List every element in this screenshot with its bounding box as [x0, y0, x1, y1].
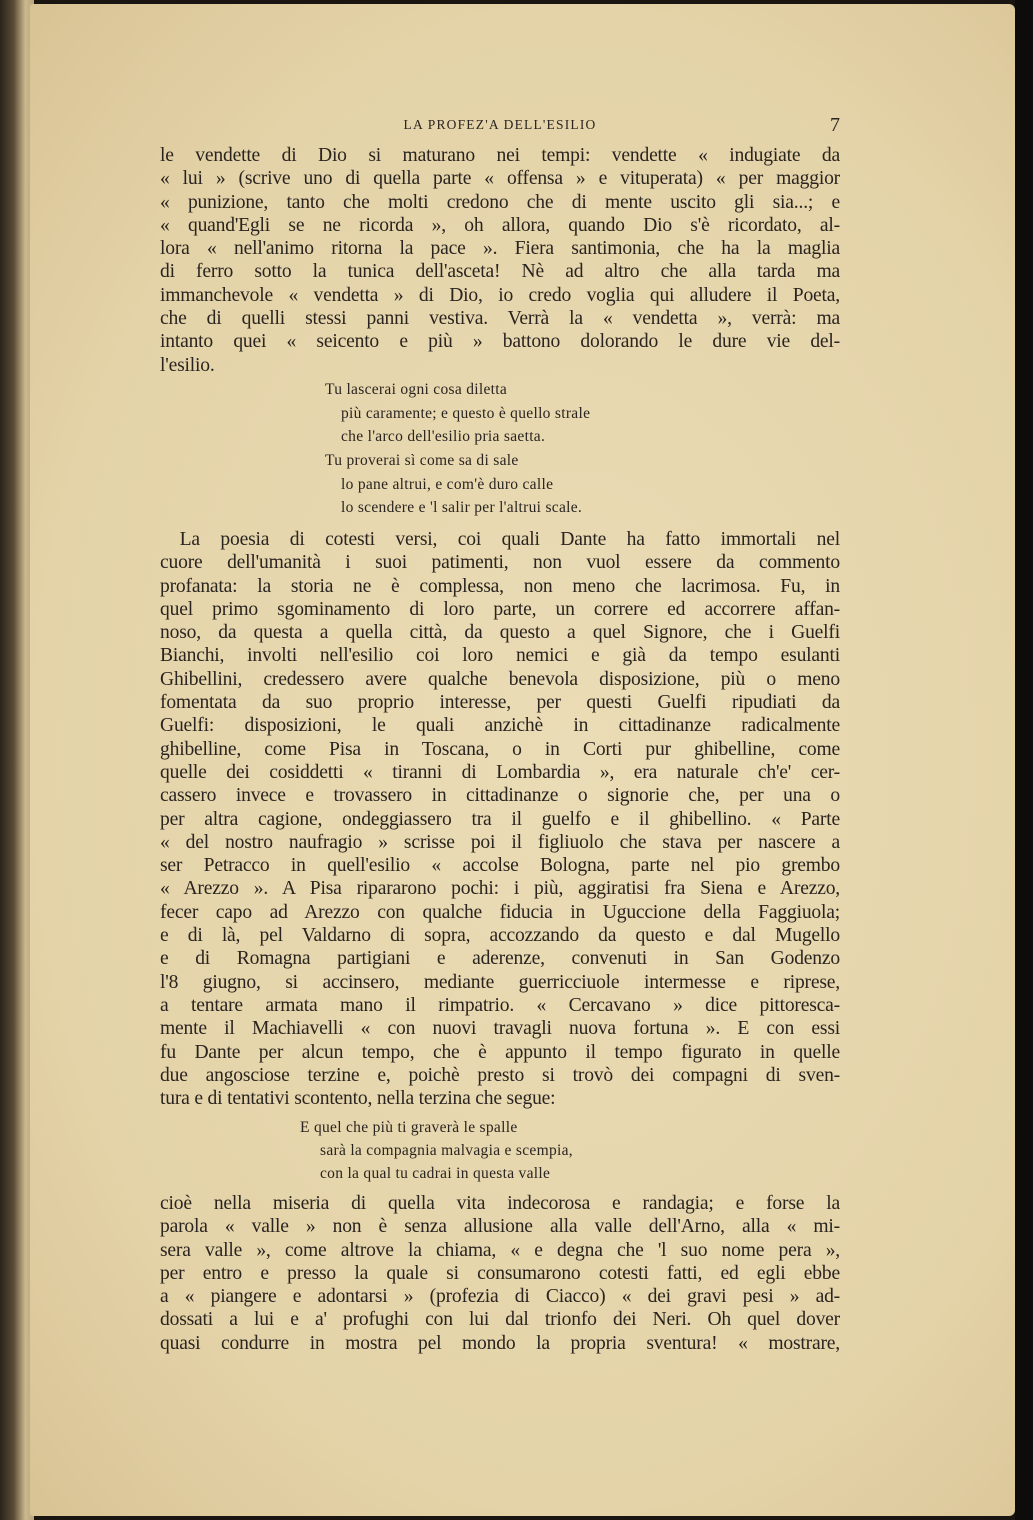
text-line: cuore dell'umanità i suoi patimenti, non vuol essere da commento	[160, 552, 840, 574]
verse-line: E quel che più ti graverà le spalle	[300, 1119, 518, 1136]
text-line: quelle dei cosiddetti « tiranni di Lombardia », era naturale ch'e' cer-	[160, 761, 840, 783]
text-line: cioè nella miseria di quella vita indecorosa e randagia; e forse la	[160, 1193, 840, 1214]
text-line: intanto quei « seicento e più » battono dolorando le dure vie del-	[160, 331, 840, 353]
text-line: per entro e presso la quale si consumarono cotesti fatti, ed egli ebbe	[160, 1262, 840, 1284]
text-line: cassero invece e trovassero in cittadinanze o signorie che, per una o	[160, 785, 840, 807]
verse-line: più caramente; e questo è quello strale	[341, 404, 591, 422]
text-line: l'esilio.	[160, 354, 215, 376]
text-line: lora « nell'animo ritorna la pace ». Fiera santimonia, che ha la maglia	[160, 238, 840, 260]
verse-line: Tu lascerai ogni cosa diletta	[325, 381, 508, 398]
verse-line: lo pane altrui, e com'è duro calle	[341, 475, 554, 493]
verse-quote-1	[325, 378, 590, 520]
text-line: quasi condurre in mostra pel mondo la propria sventura! « mostrare,	[160, 1332, 840, 1354]
text-line: e di Romagna partigiani e aderenze, convenuti in San Godenzo	[160, 948, 840, 970]
text-line: fu Dante per alcun tempo, che è appunto il tempo figurato in quelle	[160, 1041, 840, 1063]
paragraph-3	[160, 1192, 840, 1355]
text-line: quel primo sgominamento di loro parte, un correre ed accorrere affan-	[160, 598, 840, 620]
text-line: fecer capo ad Arezzo con qualche fiducia in Uguccione della Faggiuola;	[160, 901, 840, 923]
text-line: « del nostro naufragio » scrisse poi il figliuolo che stava per nascere a	[160, 831, 840, 853]
paragraph-2	[160, 528, 840, 1110]
verse-quote-2	[300, 1116, 573, 1185]
text-line: La poesia di cotesti versi, coi quali Dante ha fatto immortali nel	[179, 529, 840, 550]
verse-line: Tu proverai sì come sa di sale	[325, 452, 519, 470]
text-line: Guelfi: disposizioni, le quali anzichè in cittadinanze radicalmente	[160, 715, 840, 737]
text-line: due angosciose terzine e, poichè presto si trovò dei compagni di sven-	[160, 1064, 840, 1086]
text-line: che di quelli stessi panni vestiva. Verrà la « vendetta », verrà: ma	[160, 308, 840, 330]
text-line: l'8 giugno, si accinsero, mediante guerricciuole intermesse e riprese,	[160, 971, 840, 993]
text-line: e di là, pel Valdarno di sopra, accozzando da questo e dal Mugello	[160, 925, 840, 947]
text-line: immanchevole « vendetta » di Dio, io credo voglia qui alludere il Poeta,	[160, 284, 840, 306]
text-line: Ghibellini, credessero avere qualche benevola disposizione, più o meno	[160, 668, 840, 690]
verse-line: che l'arco dell'esilio pria saetta.	[341, 428, 546, 446]
text-line: di ferro sotto la tunica dell'asceta! Nè ad altro che alla tarda ma	[160, 261, 840, 283]
text-line: « punizione, tanto che molti credono che di mente uscito gli sia...; e	[160, 191, 840, 213]
text-line: profanata: la storia ne è complessa, non meno che lacrimosa. Fu, in	[160, 575, 840, 597]
text-line: fomentata da suo proprio interesse, per questi Guelfi ripudiati da	[160, 692, 840, 714]
text-line: tura e di tentativi scontento, nella terzina che segue:	[160, 1088, 556, 1110]
verse-line: sarà la compagnia malvagia e scempia,	[320, 1142, 573, 1159]
text-line: a tentare armata mano il rimpatrio. « Cercavano » dice pittoresca-	[160, 994, 840, 1016]
text-line: mente il Machiavelli « con nuovi travagli nuova fortuna ». E con essi	[160, 1018, 840, 1040]
text-line: per altra cagione, ondeggiassero tra il guelfo e il ghibellino. « Parte	[160, 808, 840, 830]
book-spine	[0, 0, 34, 1520]
page-number: 7	[830, 114, 840, 136]
text-line: ghibelline, come Pisa in Toscana, o in Corti pur ghibelline, come	[160, 738, 840, 760]
text-line: dossati a lui e a' profughi con lui dal trionfo dei Neri. Oh quel dover	[160, 1309, 840, 1331]
text-line: le vendette di Dio si maturano nei tempi: vendette « indugiate da	[160, 145, 840, 166]
text-line: parola « valle » non è senza allusione alla valle dell'Arno, alla « mi-	[160, 1216, 840, 1238]
text-line: « quand'Egli se ne ricorda », oh allora, quando Dio s'è ricordato, al-	[160, 214, 840, 236]
text-line: « Arezzo ». A Pisa ripararono pochi: i più, aggiratisi fra Siena e Arezzo,	[160, 878, 840, 900]
running-title: LA PROFEZ'A DELL'ESILIO	[403, 117, 597, 132]
text-line: a « piangere e adontarsi » (profezia di Ciacco) « dei gravi pesi » ad-	[160, 1286, 840, 1308]
page-header	[160, 114, 840, 138]
text-line: ser Petracco in quell'esilio « accolse Bologna, parte nel pio grembo	[160, 855, 840, 877]
text-line: noso, da questa a quella città, da questo a quel Signore, che i Guelfi	[160, 622, 840, 644]
paragraph-1	[160, 144, 840, 377]
scan-border	[1015, 0, 1033, 1520]
verse-line: lo scendere e 'l salir per l'altrui scale.	[341, 499, 583, 517]
text-line: Bianchi, involti nell'esilio coi loro nemici e già da tempo esulanti	[160, 645, 840, 667]
text-line: « lui » (scrive uno di quella parte « offensa » e vituperata) « per maggior	[160, 168, 840, 190]
verse-line: con la qual tu cadrai in questa valle	[320, 1165, 551, 1182]
text-line: sera valle », come altrove la chiama, « e degna che 'l suo nome pera »,	[160, 1239, 840, 1261]
